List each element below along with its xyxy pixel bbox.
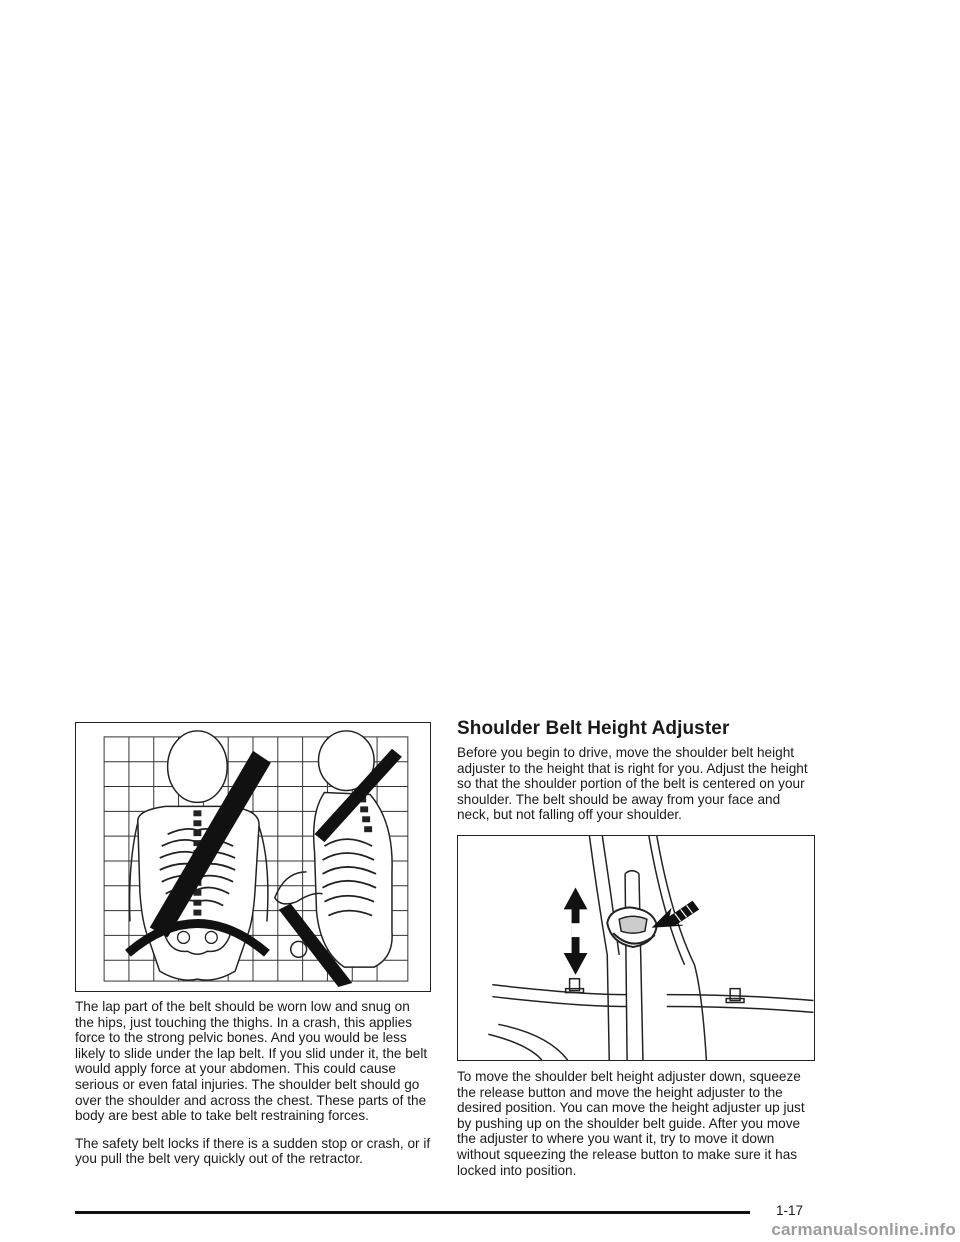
left-column xyxy=(75,722,431,1179)
right-column xyxy=(457,718,815,1190)
up-down-arrow-icon xyxy=(564,888,588,975)
release-arrow-icon xyxy=(653,901,699,927)
lap-belt-paragraph: The lap part of the belt should be worn low and snug on the hips, just touching the thighs. In a crash, this applies force to the strong pelvic bones. And you would be less likely to slide under the lap belt. If you slid under it, the belt would apply force at your abdomen. This could cause serious or even fatal injuries. The shoulder belt should go over the shoulder and across the chest. These parts of the body are best able to take belt restraining forces. xyxy=(75,999,428,1124)
height-adjuster-illustration xyxy=(457,835,815,1061)
adjuster-body xyxy=(607,907,657,947)
footer-rule xyxy=(75,1211,750,1214)
instructions-paragraph: To move the shoulder belt height adjuster down, squeeze the release button and move the height adjuster to the desired position. You can move the height adjuster up just by pushing up on the shoulder belt guide. After you move the adjuster to where you want it, try to move it down without squeezing the release button to make sure it has locked into position. xyxy=(457,1068,805,1178)
side-figure xyxy=(275,731,402,987)
front-figure xyxy=(128,731,271,980)
section-heading: Shoulder Belt Height Adjuster xyxy=(457,718,730,739)
watermark: carmanualsonline.info xyxy=(771,1220,956,1239)
seatbelt-skeleton-illustration xyxy=(75,722,431,992)
skeleton-drawing xyxy=(76,723,430,991)
adjuster-drawing xyxy=(458,836,814,1060)
belt-locks-paragraph: The safety belt locks if there is a sudden stop or crash, or if you pull the belt very quickly out of the retractor. xyxy=(75,1135,431,1167)
intro-paragraph: Before you begin to drive, move the shoulder belt height adjuster to the height that is right for you. Adjust the height so that the shoulder portion of the belt is centered on your shoulder. The belt should be away from your face and neck, but not falling off your shoulder. xyxy=(457,745,808,823)
page-number: 1-17 xyxy=(776,1203,804,1218)
